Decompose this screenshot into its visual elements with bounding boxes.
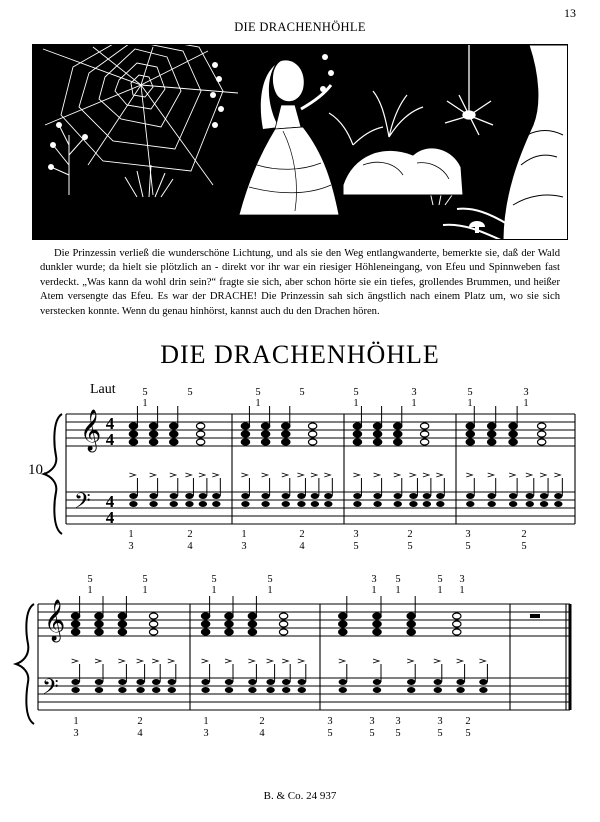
rh-chord <box>339 596 347 635</box>
lh-fingering-top: 2 <box>407 529 413 540</box>
running-head: DIE DRACHENHÖHLE <box>234 20 366 34</box>
accent-mark <box>509 473 515 477</box>
lh-chord <box>353 473 361 507</box>
barlines <box>66 414 575 524</box>
rh-fingering-bottom: 1 <box>523 398 529 409</box>
lh-chord <box>526 473 534 507</box>
rh-chord <box>118 596 126 635</box>
lh-fingering-bottom: 5 <box>521 541 527 552</box>
rh-chord <box>282 406 290 445</box>
rh-fingering-top: 5 <box>187 387 193 398</box>
rh-chord <box>149 406 157 445</box>
rh-half-chord <box>537 423 545 445</box>
accent-mark <box>466 473 472 477</box>
accent-mark <box>72 659 78 663</box>
rh-fingering-bottom: 1 <box>142 398 148 409</box>
lh-fingerings <box>73 716 470 739</box>
rh-fingering-bottom: 1 <box>255 398 261 409</box>
accent-mark <box>282 659 288 663</box>
rh-chord <box>248 596 256 635</box>
lh-fingering-top: 2 <box>187 529 193 540</box>
lh-fingering-top: 2 <box>259 716 265 727</box>
rh-fingering-top: 3 <box>523 387 529 398</box>
lh-fingering-top: 3 <box>353 529 359 540</box>
lh-chord <box>434 659 442 693</box>
lh-fingering-top: 3 <box>327 716 333 727</box>
lh-chord <box>488 473 496 507</box>
lh-fingering-bottom: 3 <box>73 728 79 739</box>
lh-chord <box>407 659 415 693</box>
lh-chord <box>298 659 306 693</box>
accent-mark <box>409 473 415 477</box>
lh-fingering-bottom: 4 <box>137 728 143 739</box>
lh-fingering-bottom: 5 <box>353 541 359 552</box>
lh-chord <box>248 659 256 693</box>
accent-mark <box>262 473 268 477</box>
accent-mark <box>434 659 440 663</box>
rh-chord <box>509 406 517 445</box>
accent-mark <box>118 659 124 663</box>
lh-fingering-top: 3 <box>395 716 401 727</box>
rh-fingering-top: 5 <box>395 574 401 585</box>
rh-chord <box>95 596 103 635</box>
lh-fingering-top: 2 <box>299 529 305 540</box>
lh-fingering-bottom: 4 <box>299 541 305 552</box>
rh-fingering-bottom: 1 <box>371 585 377 596</box>
accent-mark <box>248 659 254 663</box>
lh-fingering-bottom: 5 <box>369 728 375 739</box>
lh-fingering-top: 1 <box>128 529 134 540</box>
lh-chord <box>423 473 431 507</box>
lh-chord <box>95 659 103 693</box>
lh-chord <box>554 473 562 507</box>
accent-mark <box>339 659 345 663</box>
rh-fingering-bottom: 1 <box>459 585 465 596</box>
lh-fingering-top: 3 <box>437 716 443 727</box>
story-text <box>40 247 560 319</box>
tempo-marking: Laut <box>90 382 116 397</box>
lh-chord <box>118 659 126 693</box>
rh-fingering-bottom: 1 <box>411 398 417 409</box>
accent-mark <box>225 659 231 663</box>
lh-fingering-bottom: 3 <box>128 541 134 552</box>
lh-chord <box>373 473 381 507</box>
lh-fingering-bottom: 5 <box>395 728 401 739</box>
time-signature-bottom: 4 <box>105 430 115 449</box>
rh-chord <box>201 596 209 635</box>
treble-clef-icon: 𝄞 <box>80 410 102 451</box>
rh-half-chord <box>196 423 204 445</box>
lh-fingering-bottom: 3 <box>241 541 247 552</box>
publisher-line: B. & Co. 24 937 <box>263 790 337 802</box>
rh-chord <box>71 596 79 635</box>
story-paragraph: Die Prinzessin verließ die wunderschöne Lichtung, und als sie den Weg entlangwanderte, bemerkte sie, daß der Wald dunkler wurde; da hielt sie plötzlich an - direkt vor ihr war ein riesiger Höhleneingang, von Efeu und Spinnweben fast verdeckt. „Was kann da wohl drin sein?“ fragte sie sich, aber schon hörte sie ein tiefes, grollendes Brummen, und heißer Atem versengte das Efeu. Es war der DRACHE! Die Prinzessin sah sich ängstlich nach einem Platz um, wo sie sich verstecken konnte. Wenn du genau hinhörst, kannst auch du den Drachen hören. <box>40 248 560 317</box>
accent-mark <box>168 659 174 663</box>
rh-chord <box>170 406 178 445</box>
rh-fingering-top: 5 <box>437 574 443 585</box>
rh-fingering-top: 5 <box>87 574 93 585</box>
lh-chord <box>201 659 209 693</box>
lh-chord <box>297 473 305 507</box>
lh-chord <box>436 473 444 507</box>
whole-rest-icon <box>530 614 540 618</box>
lh-chord <box>149 473 157 507</box>
lh-fingering-top: 2 <box>137 716 143 727</box>
lh-fingerings <box>128 529 526 552</box>
piece-title: DIE DRACHENHÖHLE <box>160 340 440 369</box>
time-signature-bottom: 4 <box>105 508 115 527</box>
rh-fingering-bottom: 1 <box>395 585 401 596</box>
lh-fingering-top: 1 <box>73 716 79 727</box>
forest-scene-image <box>33 45 568 240</box>
accent-mark <box>540 473 546 477</box>
rh-chord <box>407 596 415 635</box>
lh-chord <box>339 659 347 693</box>
rh-fingering-top: 5 <box>353 387 359 398</box>
rh-chord <box>373 406 381 445</box>
piece-number: 10. <box>28 462 47 478</box>
accent-mark <box>324 473 330 477</box>
lh-fingering-top: 3 <box>369 716 375 727</box>
treble-staff <box>66 414 575 446</box>
bass-staff <box>66 492 575 524</box>
lh-chord <box>136 659 144 693</box>
lh-chord <box>71 659 79 693</box>
accent-mark <box>394 473 400 477</box>
accent-mark <box>282 473 288 477</box>
rh-chord <box>488 406 496 445</box>
lh-chord <box>282 659 290 693</box>
lh-fingering-top: 1 <box>241 529 247 540</box>
lh-fingering-bottom: 5 <box>465 728 471 739</box>
bass-clef-icon: 𝄢 <box>74 489 91 519</box>
lh-chord <box>540 473 548 507</box>
score-system-2 <box>0 574 600 740</box>
lh-fingering-bottom: 5 <box>465 541 471 552</box>
lh-chord <box>199 473 207 507</box>
accent-mark <box>457 659 463 663</box>
lh-fingering-top: 3 <box>465 529 471 540</box>
lh-chord <box>152 659 160 693</box>
accent-mark <box>297 473 303 477</box>
rh-fingering-top: 3 <box>459 574 465 585</box>
rh-half-chord <box>149 613 157 635</box>
rh-chord <box>466 406 474 445</box>
accent-mark <box>137 659 143 663</box>
accent-mark <box>298 659 304 663</box>
lh-chord <box>282 473 290 507</box>
accent-mark <box>152 659 158 663</box>
rh-chord <box>394 406 402 445</box>
accent-mark <box>374 473 380 477</box>
rh-fingering-top: 3 <box>371 574 377 585</box>
rh-half-chord <box>420 423 428 445</box>
treble-clef-icon: 𝄞 <box>44 600 66 641</box>
lh-fingering-bottom: 5 <box>437 728 443 739</box>
story-illustration <box>32 44 568 240</box>
accent-mark <box>212 473 218 477</box>
rh-fingering-bottom: 1 <box>87 585 93 596</box>
lh-chord <box>394 473 402 507</box>
accent-mark <box>185 473 191 477</box>
accent-mark <box>129 473 135 477</box>
rh-chord <box>353 406 361 445</box>
lh-fingering-top: 2 <box>521 529 527 540</box>
grand-staff-brace <box>16 604 34 724</box>
rh-fingering-bottom: 1 <box>211 585 217 596</box>
lh-chord <box>266 659 274 693</box>
rh-fingering-top: 5 <box>211 574 217 585</box>
lh-chord <box>129 473 137 507</box>
lh-chord <box>373 659 381 693</box>
accent-mark <box>241 473 247 477</box>
accent-mark <box>199 473 205 477</box>
lh-fingering-top: 1 <box>203 716 209 727</box>
lh-chord <box>212 473 220 507</box>
rh-chord <box>225 596 233 635</box>
rh-fingering-top: 5 <box>267 574 273 585</box>
rh-fingering-bottom: 1 <box>142 585 148 596</box>
accent-mark <box>436 473 442 477</box>
rh-fingering-top: 5 <box>142 574 148 585</box>
lh-chord <box>456 659 464 693</box>
accent-mark <box>95 659 101 663</box>
rh-fingering-top: 3 <box>411 387 417 398</box>
rh-chord <box>241 406 249 445</box>
rh-fingerings <box>142 387 528 409</box>
rh-fingering-top: 5 <box>467 387 473 398</box>
lh-chord <box>185 473 193 507</box>
lh-chord <box>466 473 474 507</box>
score-system-1 <box>0 380 600 550</box>
rh-half-chord <box>453 613 461 635</box>
illustrator-monogram: M <box>549 228 557 237</box>
rh-half-chord <box>308 423 316 445</box>
lh-fingering-bottom: 5 <box>407 541 413 552</box>
accent-mark <box>479 659 485 663</box>
lh-fingering-bottom: 4 <box>187 541 193 552</box>
bass-clef-icon: 𝄢 <box>42 675 59 705</box>
accent-mark <box>373 659 379 663</box>
rh-fingering-top: 5 <box>299 387 305 398</box>
lh-chord <box>170 473 178 507</box>
lh-chord <box>409 473 417 507</box>
lh-chord <box>509 473 517 507</box>
accent-mark <box>150 473 156 477</box>
lh-chord <box>479 659 487 693</box>
grand-staff-brace <box>44 414 62 534</box>
lh-chord <box>241 473 249 507</box>
accent-mark <box>267 659 273 663</box>
lh-fingering-bottom: 5 <box>327 728 333 739</box>
time-signature-top: 4 <box>105 414 115 433</box>
lh-fingering-top: 2 <box>465 716 471 727</box>
accent-mark <box>488 473 494 477</box>
accent-mark <box>311 473 317 477</box>
rh-fingering-bottom: 1 <box>353 398 359 409</box>
accent-mark <box>423 473 429 477</box>
accent-mark <box>554 473 560 477</box>
page-number: 13 <box>564 6 576 20</box>
time-signature-top: 4 <box>105 492 115 511</box>
rh-chord <box>373 596 381 635</box>
lh-chord <box>225 659 233 693</box>
accent-mark <box>170 473 176 477</box>
lh-chord <box>311 473 319 507</box>
rh-fingering-bottom: 1 <box>267 585 273 596</box>
lh-fingering-bottom: 3 <box>203 728 209 739</box>
lh-fingering-bottom: 4 <box>259 728 265 739</box>
accent-mark <box>526 473 532 477</box>
rh-chord <box>129 406 137 445</box>
accent-mark <box>202 659 208 663</box>
accent-mark <box>407 659 413 663</box>
rh-fingering-top: 5 <box>142 387 148 398</box>
lh-chord <box>324 473 332 507</box>
lh-chord <box>168 659 176 693</box>
accent-mark <box>353 473 359 477</box>
lh-chord <box>261 473 269 507</box>
rh-fingerings <box>87 574 464 596</box>
rh-chord <box>261 406 269 445</box>
rh-fingering-top: 5 <box>255 387 261 398</box>
notes <box>71 596 487 693</box>
rh-fingering-bottom: 1 <box>437 585 443 596</box>
rh-half-chord <box>279 613 287 635</box>
rh-fingering-bottom: 1 <box>467 398 473 409</box>
